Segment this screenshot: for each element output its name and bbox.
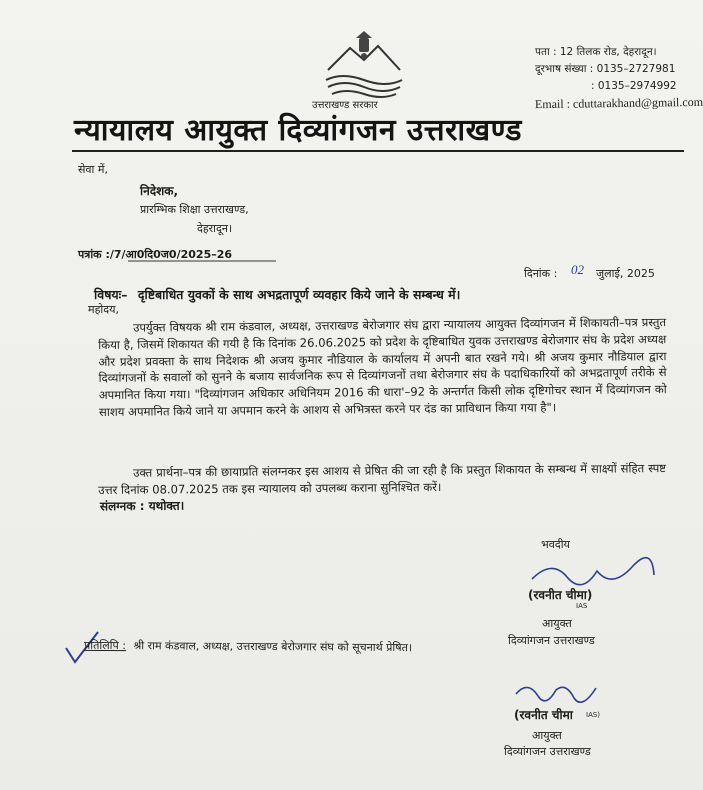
subject-text: दृष्टिबाधित युवकों के साथ अभद्रतापूर्ण व्यवहार किये जाने के सम्बन्ध में। xyxy=(137,287,461,302)
copy-to-text: श्री राम कंडवाल, अध्यक्ष, उत्तराखण्ड बेरोजगार संघ को सूचनार्थ प्रेषित। xyxy=(133,639,413,655)
phone-number-2: : 0135–2974992 xyxy=(591,80,677,92)
subject-line xyxy=(94,286,460,303)
recipient-city: देहरादून। xyxy=(197,222,233,235)
date-month-year: जुलाई, 2025 xyxy=(596,267,655,280)
subject-label: विषयः– xyxy=(94,287,128,302)
office-address: पता : 12 तिलक रोड, देहरादून। xyxy=(535,46,657,58)
closing-yours: भवदीय xyxy=(541,538,570,551)
enclosure-note: संलग्नक : यथोक्त। xyxy=(99,498,185,514)
copy-to-line xyxy=(84,638,412,655)
body-paragraph-2: उक्त प्रार्थना–पत्र की छायाप्रति संलग्नकर इस आशय से प्रेषित की जा रही है कि प्रस्तुत शिकायत के सम्बन्ध में साक्ष्यों संहित स्पष्ट उत्तर दिनांक 08.07.2025 तक इस न्यायालय को उपलब्ध कराना सुनिश्चित करें। xyxy=(98,461,667,497)
uttarakhand-emblem-icon xyxy=(322,30,406,100)
letter-number-underline xyxy=(128,258,278,264)
greeting: महोदय, xyxy=(88,303,119,316)
recipient-department: प्रारम्भिक शिक्षा उत्तराखण्ड, xyxy=(140,203,249,216)
court-title: न्यायालय आयुक्त दिव्यांगजन उत्तराखण्ड xyxy=(74,113,522,148)
signatory-name-1: (रवनीत चीमा) xyxy=(528,588,593,602)
recipient-designation: निदेशक, xyxy=(140,184,179,198)
signatory-office-2: दिव्यांगजन उत्तराखण्ड xyxy=(504,745,591,758)
signatory-name-2: (रवनीत चीमा xyxy=(514,708,573,722)
contact-block xyxy=(535,44,703,112)
letter-number: पत्रांक :/7/आ0दि0ज0/2025–26 xyxy=(78,248,233,261)
signatory-service-2: IAS) xyxy=(586,711,601,719)
signatory-service-1: IAS xyxy=(576,602,588,610)
header-divider xyxy=(72,150,684,152)
date-handwritten: 02 xyxy=(571,262,584,277)
phone-number-1: दूरभाष संख्या : 0135–2727981 xyxy=(535,63,676,75)
government-name: उत्तराखण्ड सरकार xyxy=(312,100,378,111)
date-label: दिनांक : xyxy=(524,267,558,280)
signatory-office-1: दिव्यांगजन उत्तराखण्ड xyxy=(508,634,595,647)
email-address: Email : cduttarakhand@gmail.com xyxy=(534,94,703,112)
copy-to-label: प्रतिलिपि : xyxy=(83,638,127,653)
signatory-title-2: आयुक्त xyxy=(532,729,562,742)
salutation-to: सेवा में, xyxy=(78,163,108,176)
signatory-title-1: आयुक्त xyxy=(542,617,572,630)
body-paragraph-1: उपर्युक्त विषयक श्री राम कंडवाल, अध्यक्ष, उत्तराखण्ड बेरोजगार संघ द्वारा न्यायालय आयुक्त दिव्यांगजन में शिकायती–पत्र प्रस्तुत किया है, जिसमें शिकायत की गयी है कि दिनांक 26.06.2025 को प्रदेश के दृष्टिबाधित युवक उत्तराखण्ड बेरोजगार संघ के प्रदेश अध्यक्ष और प्रदेश प्रवक्ता के साथ निदेशक श्री अजय कुमार नौडियाल के कार्यालय में अपनी बात रखने गये। श्री अजय कुमार नौडियाल द्वारा दिव्यांगजनों के सवालों को सुनने के बजाय सार्वजनिक रूप से दिव्यांगजनों तथा बेरोजगार संघ के पदाधिकारियों को अभद्रतापूर्ण तरीके से अपमानित किया गया। "दिव्यांगजन अधिकार अधिनियम 2016 की धारा'–92 के अन्तर्गत किसी लोक दृष्टिगोचर स्थान में दिव्यांगजन को साशय अपमानित किये जाने या अपमान करने के आशय से अभित्रस्त करने पर दंड का प्राविधान किया गया है"। xyxy=(98,315,667,419)
